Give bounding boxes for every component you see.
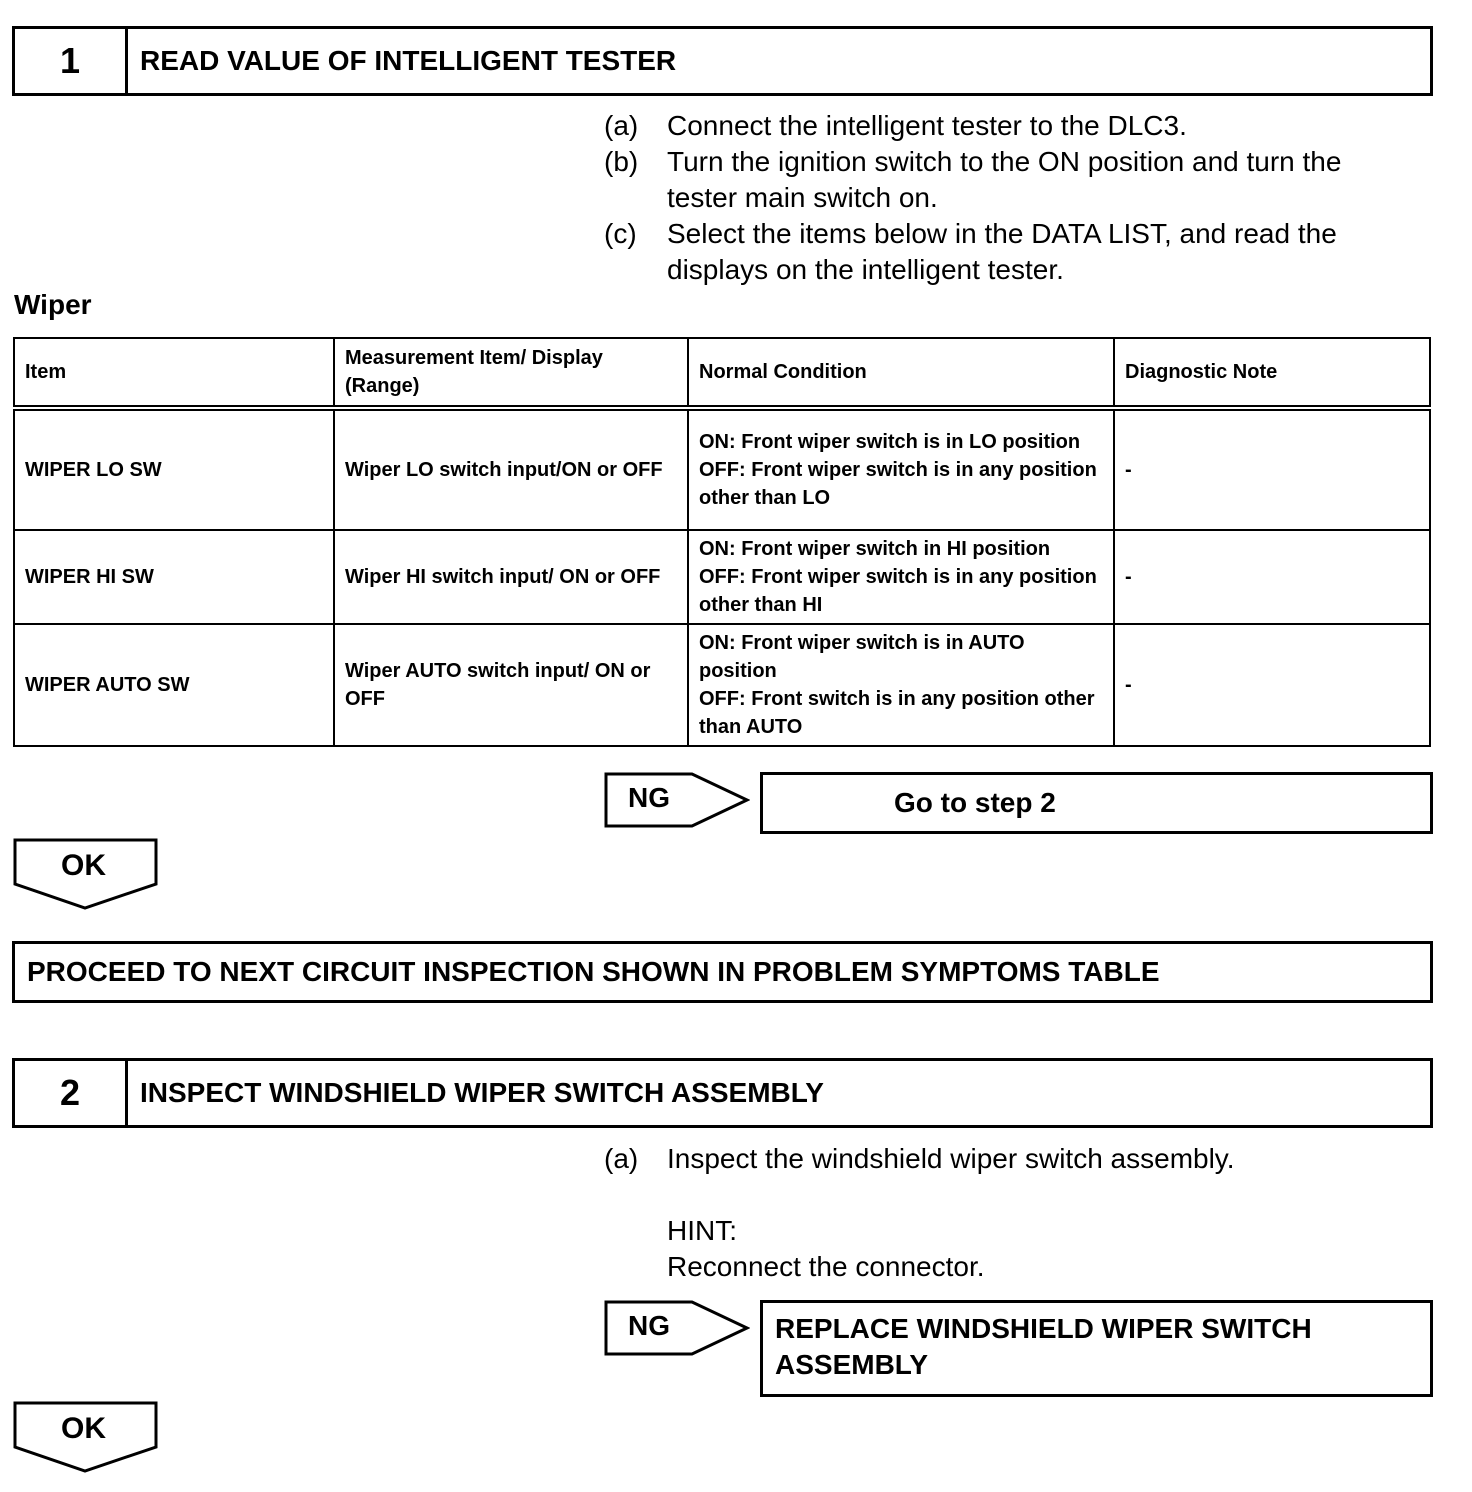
instruction-item: (c) Select the items below in the DATA LIST, and read the displays on the intelligent tester. [604,218,1337,285]
step2-ng-result-box [760,1300,1433,1397]
step2-header [12,1058,1433,1128]
table-cell-note: - [1114,530,1430,624]
table-cell-normal: ON: Front wiper switch in HI position OFF: Front wiper switch is in any position other than HI [688,530,1114,624]
table-cell-item: WIPER AUTO SW [14,624,334,746]
table-row [14,408,1430,530]
hint-block [604,1213,1414,1285]
table-header-row [14,338,1430,408]
step2-instructions [604,1141,1414,1285]
table-cell-normal: ON: Front wiper switch is in LO position OFF: Front wiper switch is in any position other than LO [688,408,1114,530]
table-cell-measurement: Wiper LO switch input/ON or OFF [334,408,688,530]
instruction-item: (a) Connect the intelligent tester to the DLC3. [604,110,1187,141]
step1-ng-result-box [760,772,1433,834]
ng-result-text: REPLACE WINDSHIELD WIPER SWITCH ASSEMBLY [775,1313,1312,1380]
instruction-item: (b) Turn the ignition switch to the ON position and turn the tester main switch on. [604,146,1342,213]
step2-ng-arrow [604,1300,750,1356]
table-cell-note: - [1114,408,1430,530]
step1-header [12,26,1433,96]
ng-arrow-icon [604,772,750,828]
section-label-wiper: Wiper [14,289,92,320]
table-header-cell: Measurement Item/ Display (Range) [334,338,688,408]
step1-ng-arrow [604,772,750,828]
ng-result-text: Go to step 2 [894,787,1056,818]
step1-ok-arrow [13,838,159,912]
ng-arrow-icon [604,1300,750,1356]
table-cell-item: WIPER HI SW [14,530,334,624]
step2-ok-arrow [13,1401,159,1475]
ng-label: NG [628,1310,670,1341]
step1-instructions [604,108,1414,288]
ok-result-text: PROCEED TO NEXT CIRCUIT INSPECTION SHOWN IN PROBLEM SYMPTOMS TABLE [27,956,1160,987]
table-cell-measurement: Wiper AUTO switch input/ ON or OFF [334,624,688,746]
table-cell-normal: ON: Front wiper switch is in AUTO position OFF: Front switch is in any position other than AUTO [688,624,1114,746]
data-list-table [13,337,1431,747]
table-cell-item: WIPER LO SW [14,408,334,530]
table-header-cell: Item [14,338,334,408]
ng-label: NG [628,782,670,813]
table-header-cell: Diagnostic Note [1114,338,1430,408]
step1-ok-result-box [12,941,1433,1003]
step1-title: READ VALUE OF INTELLIGENT TESTER [140,45,677,76]
table-row [14,530,1430,624]
step1-number: 1 [15,29,128,93]
instruction-item: (a) Inspect the windshield wiper switch assembly. [604,1143,1235,1174]
table-header-cell: Normal Condition [688,338,1114,408]
table-cell-measurement: Wiper HI switch input/ ON or OFF [334,530,688,624]
hint-label: HINT: [667,1215,737,1246]
table-cell-note: - [1114,624,1430,746]
hint-text: Reconnect the connector. [667,1251,985,1282]
step2-number: 2 [15,1061,128,1125]
ok-label: OK [61,1412,106,1445]
table-row [14,624,1430,746]
step2-title: INSPECT WINDSHIELD WIPER SWITCH ASSEMBLY [140,1077,824,1108]
ok-label: OK [61,849,106,882]
